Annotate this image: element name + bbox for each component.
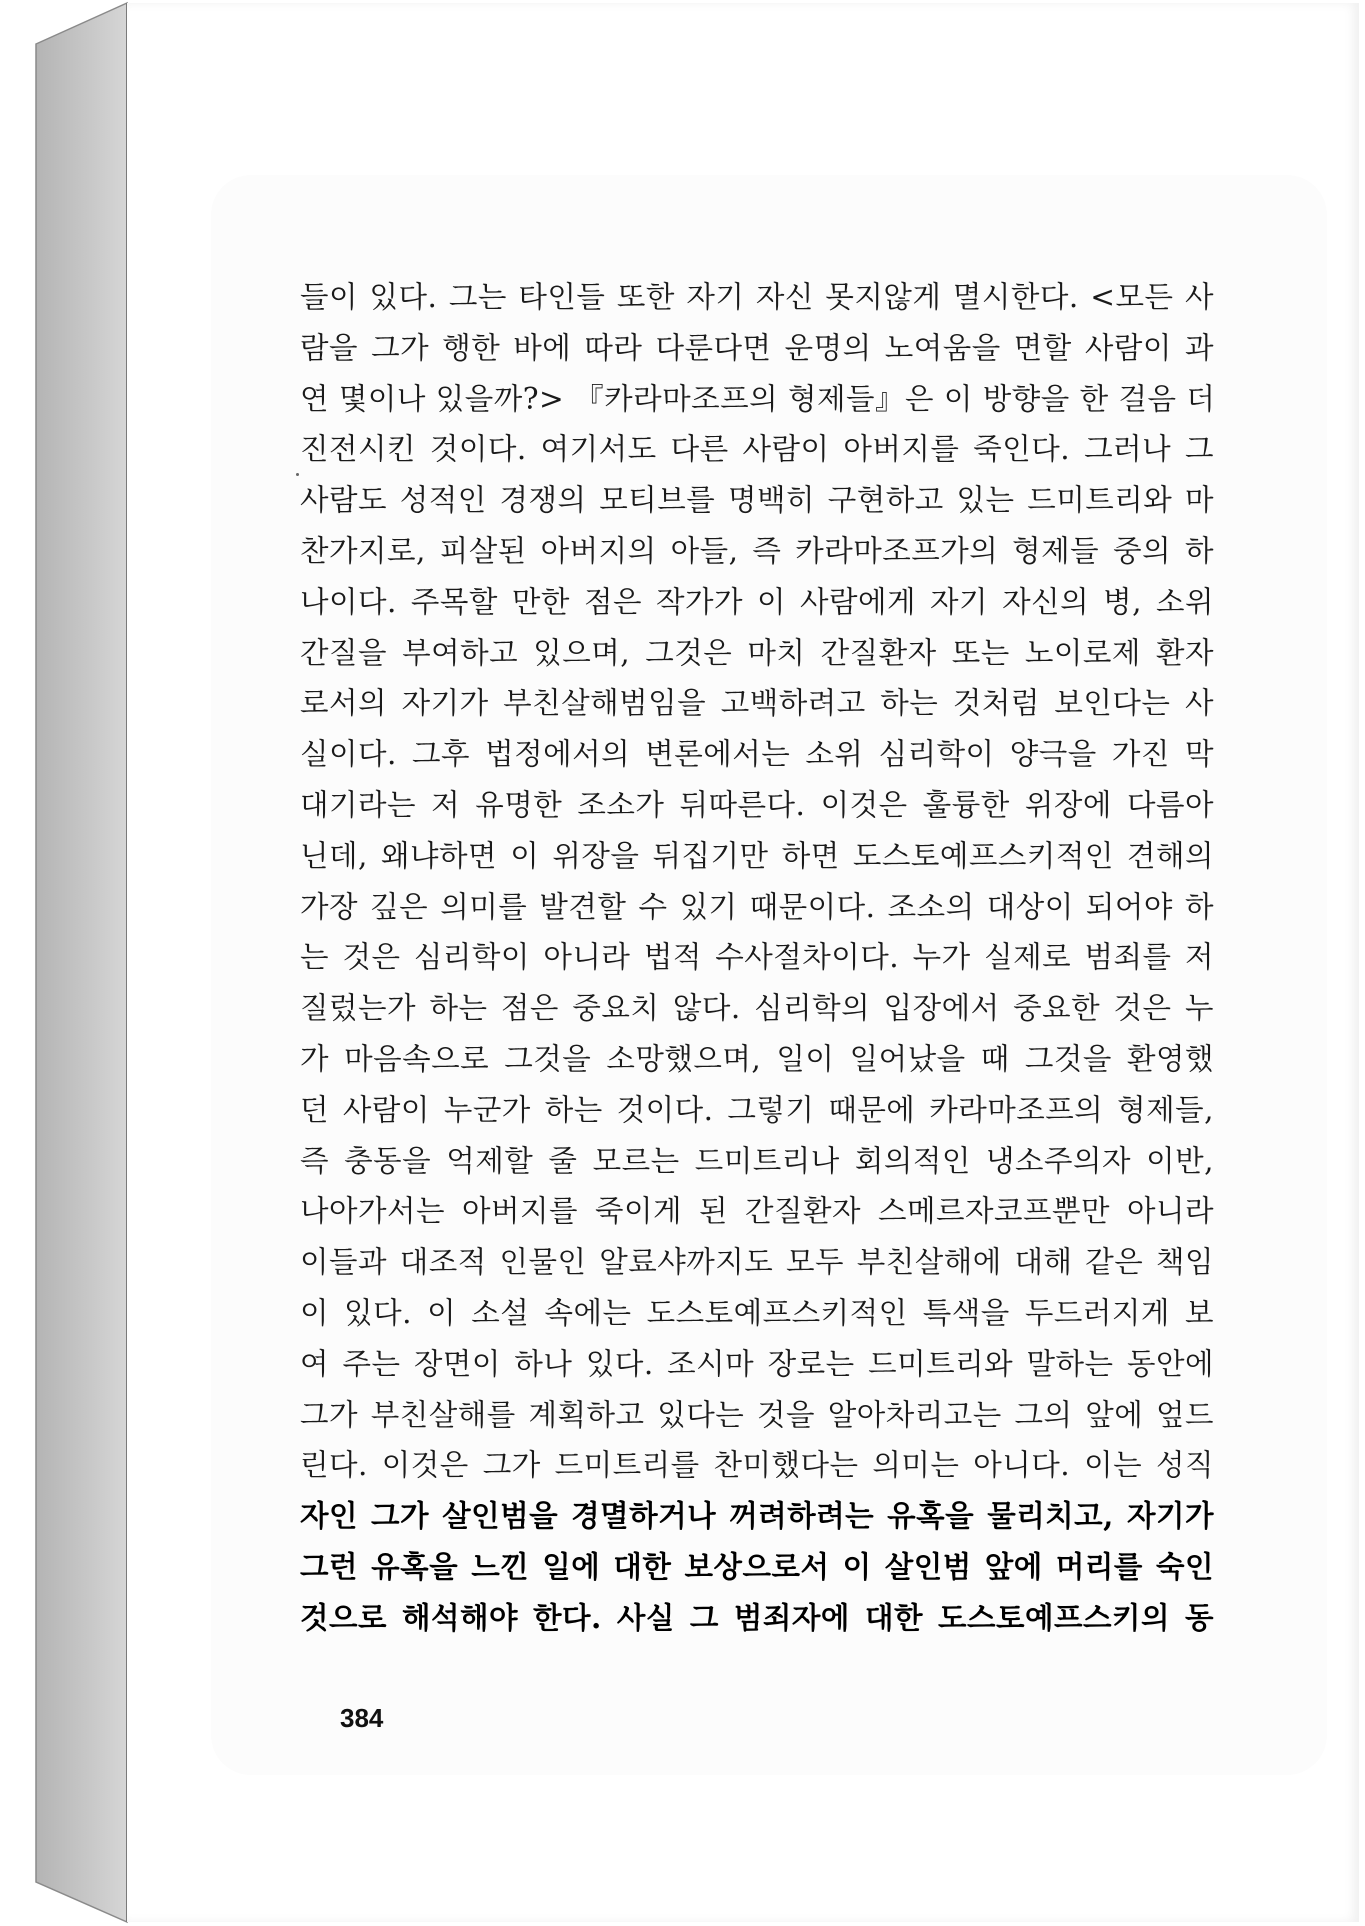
text-line: 대기라는 저 유명한 조소가 뒤따른다. 이것은 훌륭한 위장에 다름아 [300, 787, 1214, 822]
text-line: 연 몇이나 있을까?> 『카라마조프의 형제들』은 이 방향을 한 걸음 더 [300, 381, 1216, 416]
text-line: 나이다. 주목할 만한 점은 작가가 이 사람에게 자기 자신의 병, 소위 [300, 584, 1214, 619]
text-line: 로서의 자기가 부친살해범임을 고백하려고 하는 것처럼 보인다는 사 [300, 686, 1214, 721]
text-line: 닌데, 왜냐하면 이 위장을 뒤집기만 하면 도스토예프스키적인 견해의 [300, 838, 1214, 873]
text-line: 간질을 부여하고 있으며, 그것은 마치 간질환자 또는 노이로제 환자 [300, 635, 1214, 670]
text-line: 즉 충동을 억제할 줄 모르는 드미트리나 회의적인 냉소주의자 이반, [300, 1143, 1214, 1178]
text-line: 던 사람이 누군가 하는 것이다. 그렇기 때문에 카라마조프의 형제들, [300, 1092, 1214, 1127]
text-line: 들이 있다. 그는 타인들 또한 자기 자신 못지않게 멸시한다. <모든 사 [300, 280, 1214, 314]
stray-mark [296, 473, 299, 476]
text-line: 그가 부친살해를 계획하고 있다는 것을 알아차리고는 그의 앞에 엎드 [300, 1397, 1214, 1432]
text-line: 가 마음속으로 그것을 소망했으며, 일이 일어났을 때 그것을 환영했 [300, 1041, 1214, 1076]
body-text [300, 272, 1214, 1644]
text-line: 린다. 이것은 그가 드미트리를 찬미했다는 의미는 아니다. 이는 성직 [300, 1448, 1214, 1483]
text-line: 는 것은 심리학이 아니라 법적 수사절차이다. 누가 실제로 범죄를 저 [300, 940, 1214, 975]
text-line: 이 있다. 이 소설 속에는 도스토예프스키적인 특색을 두드러지게 보 [300, 1295, 1214, 1330]
text-line: 람을 그가 행한 바에 따라 다룬다면 운명의 노여움을 면할 사람이 과 [300, 330, 1214, 365]
text-line: 가장 깊은 의미를 발견할 수 있기 때문이다. 조소의 대상이 되어야 하 [300, 889, 1214, 924]
text-line: 질렀는가 하는 점은 중요치 않다. 심리학의 입장에서 중요한 것은 누 [300, 991, 1214, 1026]
text-line: 찬가지로, 피살된 아버지의 아들, 즉 카라마조프가의 형제들 중의 하 [300, 533, 1214, 568]
text-line: 자인 그가 살인범을 경멸하거나 꺼려하려는 유혹을 물리치고, 자기가 [300, 1498, 1214, 1534]
text-line: 것으로 해석해야 한다. 사실 그 범죄자에 대한 도스토예프스키의 동 [300, 1599, 1214, 1635]
text-line: 이들과 대조적 인물인 알료샤까지도 모두 부친살해에 대해 같은 책임 [300, 1245, 1214, 1280]
text-line: 사람도 성적인 경쟁의 모티브를 명백히 구현하고 있는 드미트리와 마 [300, 483, 1214, 518]
page-number: 384 [340, 1703, 384, 1733]
text-line: 그런 유혹을 느낀 일에 대한 보상으로서 이 살인범 앞에 머리를 숙인 [300, 1548, 1214, 1584]
text-line: 여 주는 장면이 하나 있다. 조시마 장로는 드미트리와 말하는 동안에 [300, 1346, 1214, 1381]
text-line: 나아가서는 아버지를 죽이게 된 간질환자 스메르자코프뿐만 아니라 [300, 1194, 1214, 1229]
text-line: 진전시킨 것이다. 여기서도 다른 사람이 아버지를 죽인다. 그러나 그 [300, 432, 1214, 467]
text-line: 실이다. 그후 법정에서의 변론에서는 소위 심리학이 양극을 가진 막 [300, 737, 1214, 772]
